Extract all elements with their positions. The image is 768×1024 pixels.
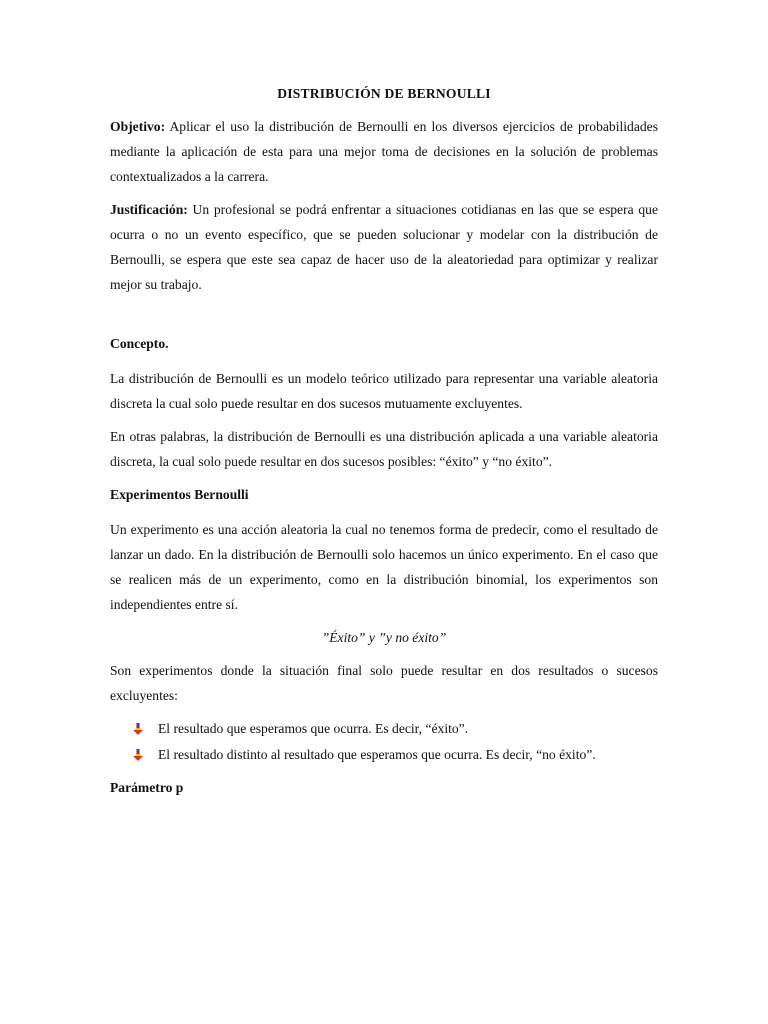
concepto-paragraph-2: En otras palabras, la distribución de Bernoulli es una distribución aplicada a una variable aleatoria discreta, la cual solo puede resultar en dos sucesos posibles: “éxito” y “no éxito”. xyxy=(110,429,658,469)
arrow-bullet-icon xyxy=(132,723,144,735)
objetivo-text: Aplicar el uso la distribución de Bernoulli en los diversos ejercicios de probabilidades mediante la aplicación de esta para una mejor toma de decisiones en la solución de problemas contextualizados a la carrera. xyxy=(110,119,658,184)
justificacion-paragraph xyxy=(110,197,658,297)
objetivo-paragraph xyxy=(110,114,658,189)
exito-no-exito-line: ”Éxito” y ”y no éxito” xyxy=(321,630,447,645)
experimentos-heading: Experimentos Bernoulli xyxy=(110,487,249,502)
justificacion-label: Justificación: xyxy=(110,202,188,217)
spacer xyxy=(110,305,658,331)
experimentos-paragraph-1: Un experimento es una acción aleatoria la cual no tenemos forma de predecir, como el resultado de lanzar un dado. En la distribución de Bernoulli solo hacemos un único experimento. En el caso que se realicen más de un experimento, como en la distribución binomial, los experimentos son independientes entre sí. xyxy=(110,522,658,612)
concepto-paragraph-1: La distribución de Bernoulli es un modelo teórico utilizado para representar una variable aleatoria discreta la cual solo puede resultar en dos sucesos mutuamente excluyentes. xyxy=(110,371,658,411)
document-body xyxy=(110,86,658,810)
list-item-text: El resultado que esperamos que ocurra. Es decir, “éxito”. xyxy=(158,721,469,736)
objetivo-label: Objetivo: xyxy=(110,119,166,134)
arrow-bullet-icon xyxy=(132,749,144,761)
list-item xyxy=(110,742,658,767)
list-item-text: El resultado distinto al resultado que esperamos que ocurra. Es decir, “no éxito”. xyxy=(158,747,596,762)
parametro-heading: Parámetro p xyxy=(110,780,184,795)
list-item xyxy=(110,716,658,741)
justificacion-text: Un profesional se podrá enfrentar a situaciones cotidianas en las que se espera que ocurra o no un evento específico, que se pueden solucionar y modelar con la distribución de Bernoulli, se espera que este sea capaz de hacer uso de la aleatoriedad para optimizar y realizar mejor su trabajo. xyxy=(110,202,658,292)
outcomes-list xyxy=(110,716,658,767)
concepto-heading: Concepto. xyxy=(110,336,169,351)
experimentos-paragraph-2: Son experimentos donde la situación final solo puede resultar en dos resultados o sucesos excluyentes: xyxy=(110,663,658,703)
document-title: DISTRIBUCIÓN DE BERNOULLI xyxy=(277,86,491,101)
